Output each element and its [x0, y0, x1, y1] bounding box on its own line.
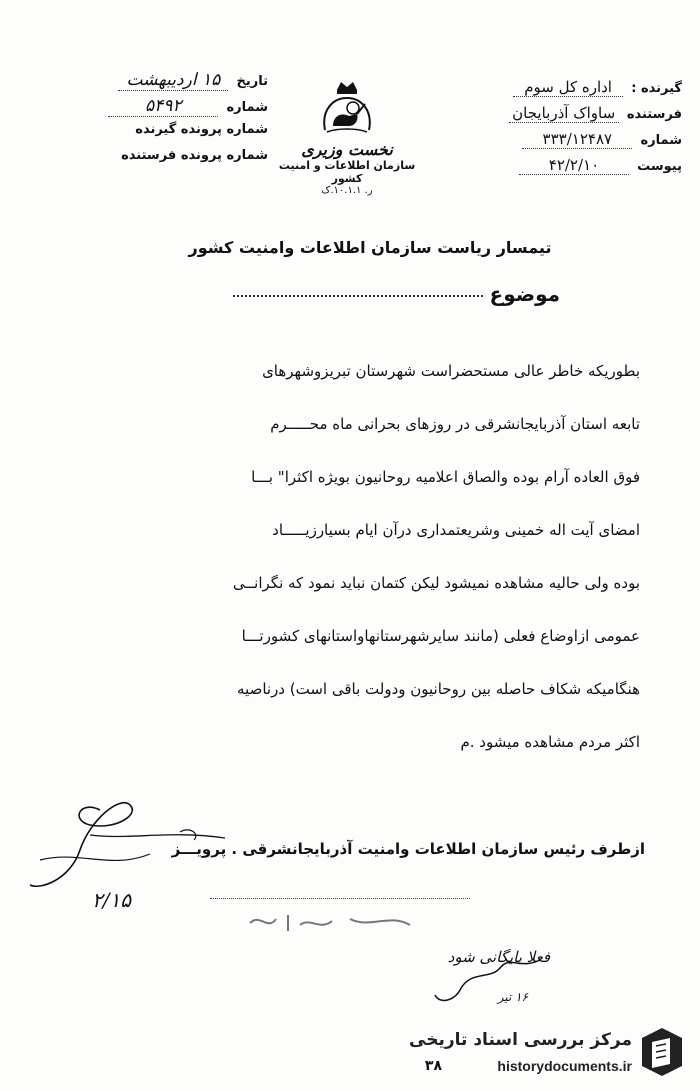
attachment-value: ۴۲/۲/۱۰ — [519, 156, 629, 175]
watermark-title: مرکز بررسی اسناد تاریخی — [409, 1030, 632, 1050]
sender-row — [420, 104, 682, 130]
body-line: عمومی ازاوضاع فعلی (مانند سایرشهرستانهاواستانهای کشورتـــا — [241, 627, 640, 645]
subject-label: موضوع — [489, 282, 560, 306]
emblem-block — [272, 80, 422, 220]
number-value-right: ۳۳۳/۱۲۴۸۷ — [522, 130, 632, 149]
body-line: فوق العاده آرام بوده والصاق اعلامیه روحانیون بویژه اکثرا" بـــا — [251, 468, 640, 486]
number-label-right: شماره — [640, 133, 682, 148]
number-value-left: ۵۴۹۲ — [108, 96, 218, 117]
lion-and-sun-emblem-icon — [319, 80, 375, 138]
receiver-label: گیرنده : — [631, 81, 682, 96]
addressee-line: تیمسار ریاست سازمان اطلاعات وامنیت کشور — [188, 238, 552, 257]
closing-line: ازطرف رئیس سازمان اطلاعات وامنیت آذربایجانشرقی . پرویـــز — [171, 840, 645, 858]
body-line: هنگامیکه شکاف حاصله بین روحانیون ودولت باقی است) درناصیه — [237, 680, 640, 698]
handwritten-date: ۲/۱۵ — [92, 888, 131, 912]
page-number-fragment: ۳۸ — [424, 1058, 442, 1074]
margin-note-date: ۱۶ تیر — [497, 990, 528, 1004]
receiver-value: اداره کل سوم — [513, 78, 623, 97]
header-left-block — [18, 70, 268, 174]
emblem-code: ر. ۱۰.۱.۱.ک — [321, 185, 373, 196]
margin-note-text: فعلا بایگانی شود — [447, 948, 550, 966]
faded-stamp-icon — [240, 905, 450, 937]
sender-value: ساواک آذربایجان — [509, 104, 619, 123]
sender-file-row — [18, 148, 268, 174]
number-label-left: شماره — [226, 100, 268, 115]
stamp-border-line — [210, 898, 470, 899]
number-row-left — [18, 96, 268, 122]
number-row-right — [420, 130, 682, 156]
body-line: اکثر مردم مشاهده میشود .م — [460, 733, 640, 751]
archive-logo-icon — [638, 1026, 686, 1078]
letter-body — [60, 345, 640, 769]
subject-line — [140, 282, 560, 306]
body-line: بوده ولی حالیه مشاهده نمیشود لیکن کتمان نباید نمود که نگرانــی — [232, 574, 640, 592]
body-line: امضای آیت اله خمینی وشریعتمداری درآن ایام بسیارزیـــــاد — [272, 521, 640, 539]
margin-note-signature-icon — [430, 950, 550, 1010]
header-right-block — [420, 78, 682, 182]
watermark — [400, 1024, 690, 1084]
sender-file-label: شماره پرونده فرستنده — [121, 148, 268, 163]
attachment-row — [420, 156, 682, 182]
date-label: تاریخ — [236, 74, 268, 89]
receiver-file-row — [18, 122, 268, 148]
receiver-row — [420, 78, 682, 104]
date-row — [18, 70, 268, 96]
watermark-site: historydocuments.ir — [497, 1058, 632, 1074]
emblem-title: نخست وزیری — [301, 140, 393, 159]
sender-label: فرستنده — [626, 107, 682, 122]
body-line: بطوریکه خاطر عالی مستحضراست شهرستان تبریزوشهرهای — [262, 362, 640, 380]
receiver-file-label: شماره پرونده گیرنده — [135, 122, 268, 137]
subject-dotted-line — [233, 295, 483, 297]
date-value: ۱۵ اردیبهشت — [118, 70, 228, 91]
attachment-label: پیوست — [637, 159, 682, 174]
body-line: تابعه استان آذربایجانشرقی در روزهای بحرانی ماه محـــــرم — [270, 415, 640, 433]
emblem-subtitle: سازمان اطلاعات و امنیت کشور — [278, 159, 416, 185]
